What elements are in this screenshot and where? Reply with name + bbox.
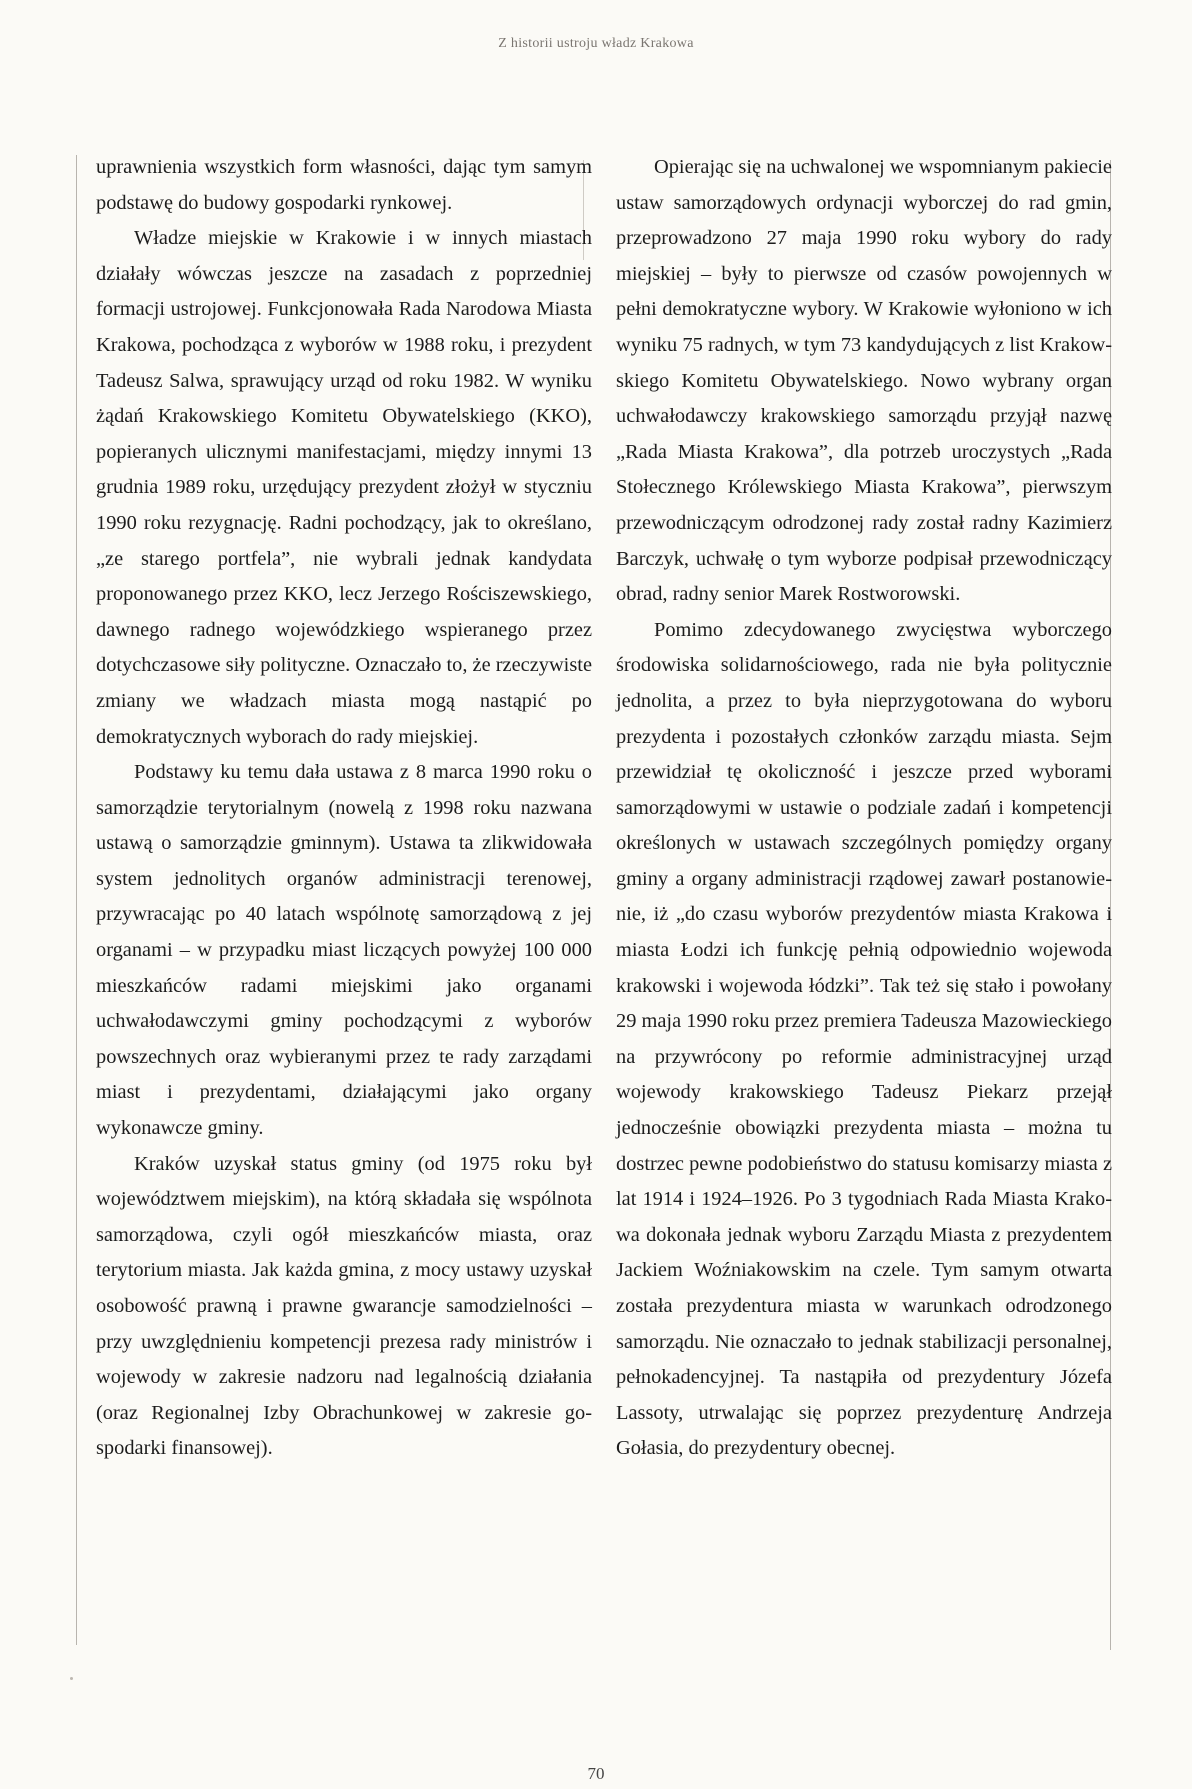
left-paragraph-1: uprawnienia wszystkich form własności, dając tym samym podstawę do budowy gospodarki rynkowej.	[96, 156, 592, 214]
left-paragraph-4: Kraków uzyskał status gminy (od 1975 roku był województwem miejskim), na którą składała się wspólnota samorządowa, czyli ogół mieszkańców miasta, oraz terytorium miasta. Jak każda gmina, z mocy ustawy uzyskał osobowość prawną i prawne gwarancje samodzielności – przy uwzględnieniu kompetencji prezesa rady ministrów i wojewody w zakresie nadzoru nad legalnością działania (oraz Regionalnej Izby Obrachunkowej w zakresie gospodarki finansowej).	[96, 1152, 592, 1460]
left-margin-rule	[76, 155, 77, 1645]
right-text-column	[616, 150, 1112, 1467]
page-number: 70	[587, 1764, 605, 1783]
left-text-column	[96, 150, 592, 1467]
scan-speck	[70, 1677, 73, 1680]
right-paragraph-1: Opierając się na uchwalonej we wspomnianym pakiecie ustaw samorządowych ordynacji wyborczej do rad gmin, przeprowadzono 27 maja 1990 roku wybory do rady miejskiej – były to pierwsze od czasów powojennych w pełni demokratyczne wybory. W Krakowie wyłoniono w ich wyniku 75 radnych, w tym 73 kandydujących z list Krakowskiego Komitetu Obywatelskiego. Nowo wybrany organ uchwałodawczy krakowskiego samorządu przyjął nazwę „Rada Miasta Krakowa”, dla potrzeb uroczystych „Rada Stołecznego Królewskiego Miasta Krakowa”, pierwszym przewodniczącym odrodzonej rady został radny Kazimierz Barczyk, uchwałę o tym wyborze podpisał przewodniczący obrad, radny senior Marek Rostworowski.	[616, 156, 1112, 606]
left-paragraph-2: Władze miejskie w Krakowie i w innych miastach działały wówczas jeszcze na zasadach z poprzedniej formacji ustrojowej. Funkcjonowała Rada Narodowa Miasta Krakowa, pochodząca z wyborów w 1988 roku, i prezydent Tadeusz Salwa, sprawujący urząd od roku 1982. W wyniku żądań Krakowskiego Komitetu Obywatelskiego (KKO), popieranych ulicznymi manifestacjami, między innymi 13 grudnia 1989 roku, urzędujący prezydent złożył w styczniu 1990 roku rezygnację. Radni pochodzący, jak to określano, „ze starego portfela”, nie wybrali jednak kandydata proponowanego przez KKO, lecz Jerzego Rościszewskiego, dawnego radnego wojewódzkiego wspieranego przez dotychczasowe siły polityczne. Oznaczało to, że rzeczywiste zmiany we władzach miasta mogą nastąpić po demokratycznych wyborach do rady miejskiej.	[96, 227, 592, 748]
right-paragraph-2: Pomimo zdecydowanego zwycięstwa wyborczego środowiska solidarnościowego, rada nie była politycznie jednolita, a przez to była nieprzygotowana do wyboru prezydenta i pozostałych członków zarządu miasta. Sejm przewidział tę okoliczność i jeszcze przed wyborami samorządowymi w ustawie o podziale zadań i kompetencji określonych w ustawach szczególnych pomiędzy organy gminy a organy administracji rządowej zawarł postanowienie, iż „do czasu wyborów prezydentów miasta Krakowa i miasta Łodzi ich funkcję pełnią odpowiednio wojewoda krakowski i wojewoda łódzki”. Tak też się stało i powołany 29 maja 1990 roku przez premiera Tadeusza Mazowieckiego na przywrócony po reformie administracyjnej urząd wojewody krakowskiego Tadeusz Piekarz przejął jednocześnie obowiązki prezydenta miasta – można tu dostrzec pewne podobieństwo do statusu komisarzy miasta z lat 1914 i 1924–1926. Po 3 tygodniach Rada Miasta Krakowa dokonała jednak wyboru Zarządu Miasta z prezydentem Jackiem Woźniakowskim na czele. Tym samym otwarta została prezydentura miasta w warunkach odrodzonego samorządu. Nie oznaczało to jednak stabilizacji personalnej, pełnokadencyjnej. Ta nastąpiła od prezydentury Józefa Lassoty, utrwalając się poprzez prezydenturę Andrzeja Gołasia, do prezydentury obecnej.	[616, 618, 1112, 1460]
left-paragraph-3: Podstawy ku temu dała ustawa z 8 marca 1990 roku o samorządzie terytorialnym (nowelą z 1998 roku nazwana ustawą o samorządzie gminnym). Ustawa ta zlikwidowała system jednolitych organów administracji terenowej, przywracając po 40 latach wspólnotę samorządową z jej organami – w przypadku miast liczących powyżej 100 000 mieszkańców radami miejskimi jako organami uchwałodawczymi gminy pochodzącymi z wyborów powszechnych oraz wybieranymi przez te rady zarządami miast i prezydentami, działającymi jako organy wykonawcze gminy.	[96, 761, 592, 1140]
running-title: Z historii ustroju władz Krakowa	[498, 36, 694, 51]
